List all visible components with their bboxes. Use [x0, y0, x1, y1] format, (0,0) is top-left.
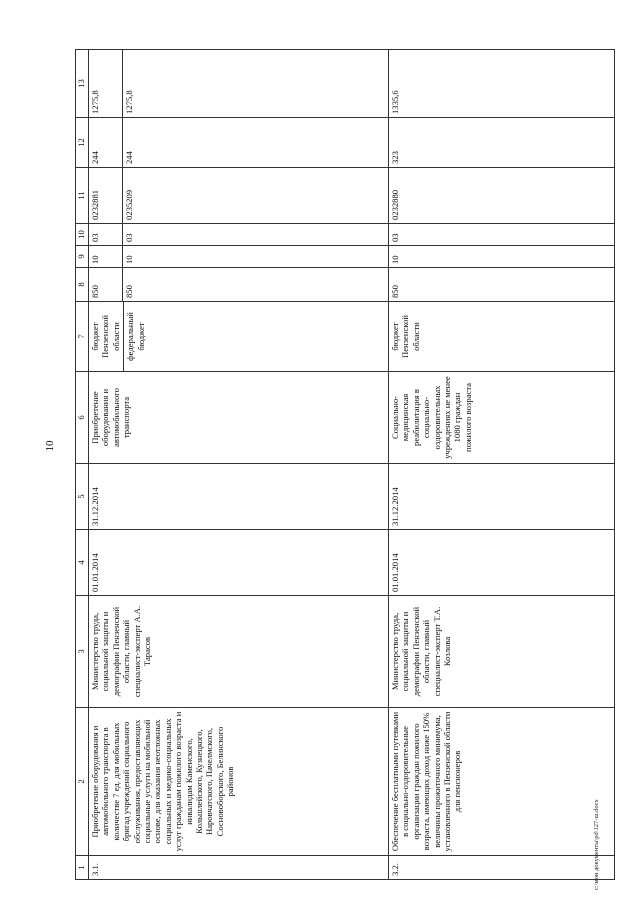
table-row [389, 50, 615, 880]
executor: Министерство труда, социальной защиты и демографии Пензенской области, главный специалист-эксперт Т.А. Козлова [389, 596, 615, 708]
amount-value: 1335,6 [389, 50, 615, 118]
code-value: 03 [90, 233, 100, 242]
amount-value: 1275,8 [122, 50, 134, 117]
code-cell [89, 246, 389, 268]
code-cell [89, 118, 389, 168]
code-value: 10 [122, 246, 134, 267]
start-date: 01.01.2014 [89, 530, 389, 596]
header-cell: 1 [76, 856, 89, 880]
header-row [76, 50, 89, 880]
code-value: 03 [389, 224, 615, 246]
code-value: 244 [122, 118, 134, 167]
executor: Министерство труда, социальной защиты и демографии Пензенской области, главный специалист-эксперт А.А. Тарасов [89, 596, 389, 708]
funding-source [89, 302, 389, 372]
header-cell: 5 [76, 464, 89, 530]
code-value: 244 [90, 151, 100, 164]
header-cell: 11 [76, 168, 89, 224]
header-cell: 10 [76, 224, 89, 246]
code-value: 0232880 [389, 168, 615, 224]
header-cell: 3 [76, 596, 89, 708]
footer-file-path: с:\мои документы\рd\127-ш.docx [593, 799, 600, 890]
amount-value: 1275,8 [90, 90, 100, 114]
code-value: 850 [389, 268, 615, 302]
header-cell: 13 [76, 50, 89, 118]
code-value: 10 [389, 246, 615, 268]
header-cell: 7 [76, 302, 89, 372]
program-table [75, 50, 615, 880]
header-cell: 4 [76, 530, 89, 596]
header-cell: 8 [76, 268, 89, 302]
expected-result: Социально-медицинская реабилитация в социально-оздоровительных учреждениях не менее 1080 граждан пожилого возраста [389, 372, 615, 464]
code-value: 850 [122, 268, 134, 301]
page-number: 10 [44, 440, 56, 452]
code-value: 0235209 [122, 168, 134, 223]
amount-cell [89, 50, 389, 118]
code-cell [89, 224, 389, 246]
header-cell: 6 [76, 372, 89, 464]
table-row [89, 50, 389, 880]
code-value: 03 [122, 224, 134, 245]
header-cell: 2 [76, 708, 89, 856]
row-number: 3.2. [389, 856, 615, 880]
code-value: 850 [90, 285, 100, 298]
row-number: 3.1. [89, 856, 389, 880]
measure-name: Обеспечение бесплатными путевками в социально-оздоровительные организации граждан пожилого возраста, имеющих доход ниже 150% величины прожиточного минимума, установленного в Пензенской области для пенсионеров [389, 708, 615, 856]
expected-result: Приобретение оборудования и автомобильного транспорта [89, 372, 389, 464]
funding-source: бюджет Пензенской области [389, 302, 615, 372]
measure-name: Приобретение оборудования и автомобильного транспорта в количестве 7 ед. для мобильных бригад учреждений социального обслуживания, предоставляющих социальные услуги на мобильной основе, для оказания неотложных социальных и медико-социальных услуг гражданам пожилого возраста и инвалидам Каменского, Кольшлейского, Кузнецкого, Наровчатского, Пачелмского, Сосновоборского, Белинского районов [89, 708, 389, 856]
code-value: 10 [90, 255, 100, 264]
code-value: 0232881 [90, 189, 100, 220]
header-cell: 12 [76, 118, 89, 168]
start-date: 01.01.2014 [389, 530, 615, 596]
source-text: федеральный бюджет [123, 302, 146, 371]
end-date: 31.12.2014 [389, 464, 615, 530]
code-cell [89, 168, 389, 224]
end-date: 31.12.2014 [89, 464, 389, 530]
code-cell [89, 268, 389, 302]
source-text: бюджет Пензенской области [90, 315, 121, 358]
code-value: 323 [389, 118, 615, 168]
header-cell: 9 [76, 246, 89, 268]
